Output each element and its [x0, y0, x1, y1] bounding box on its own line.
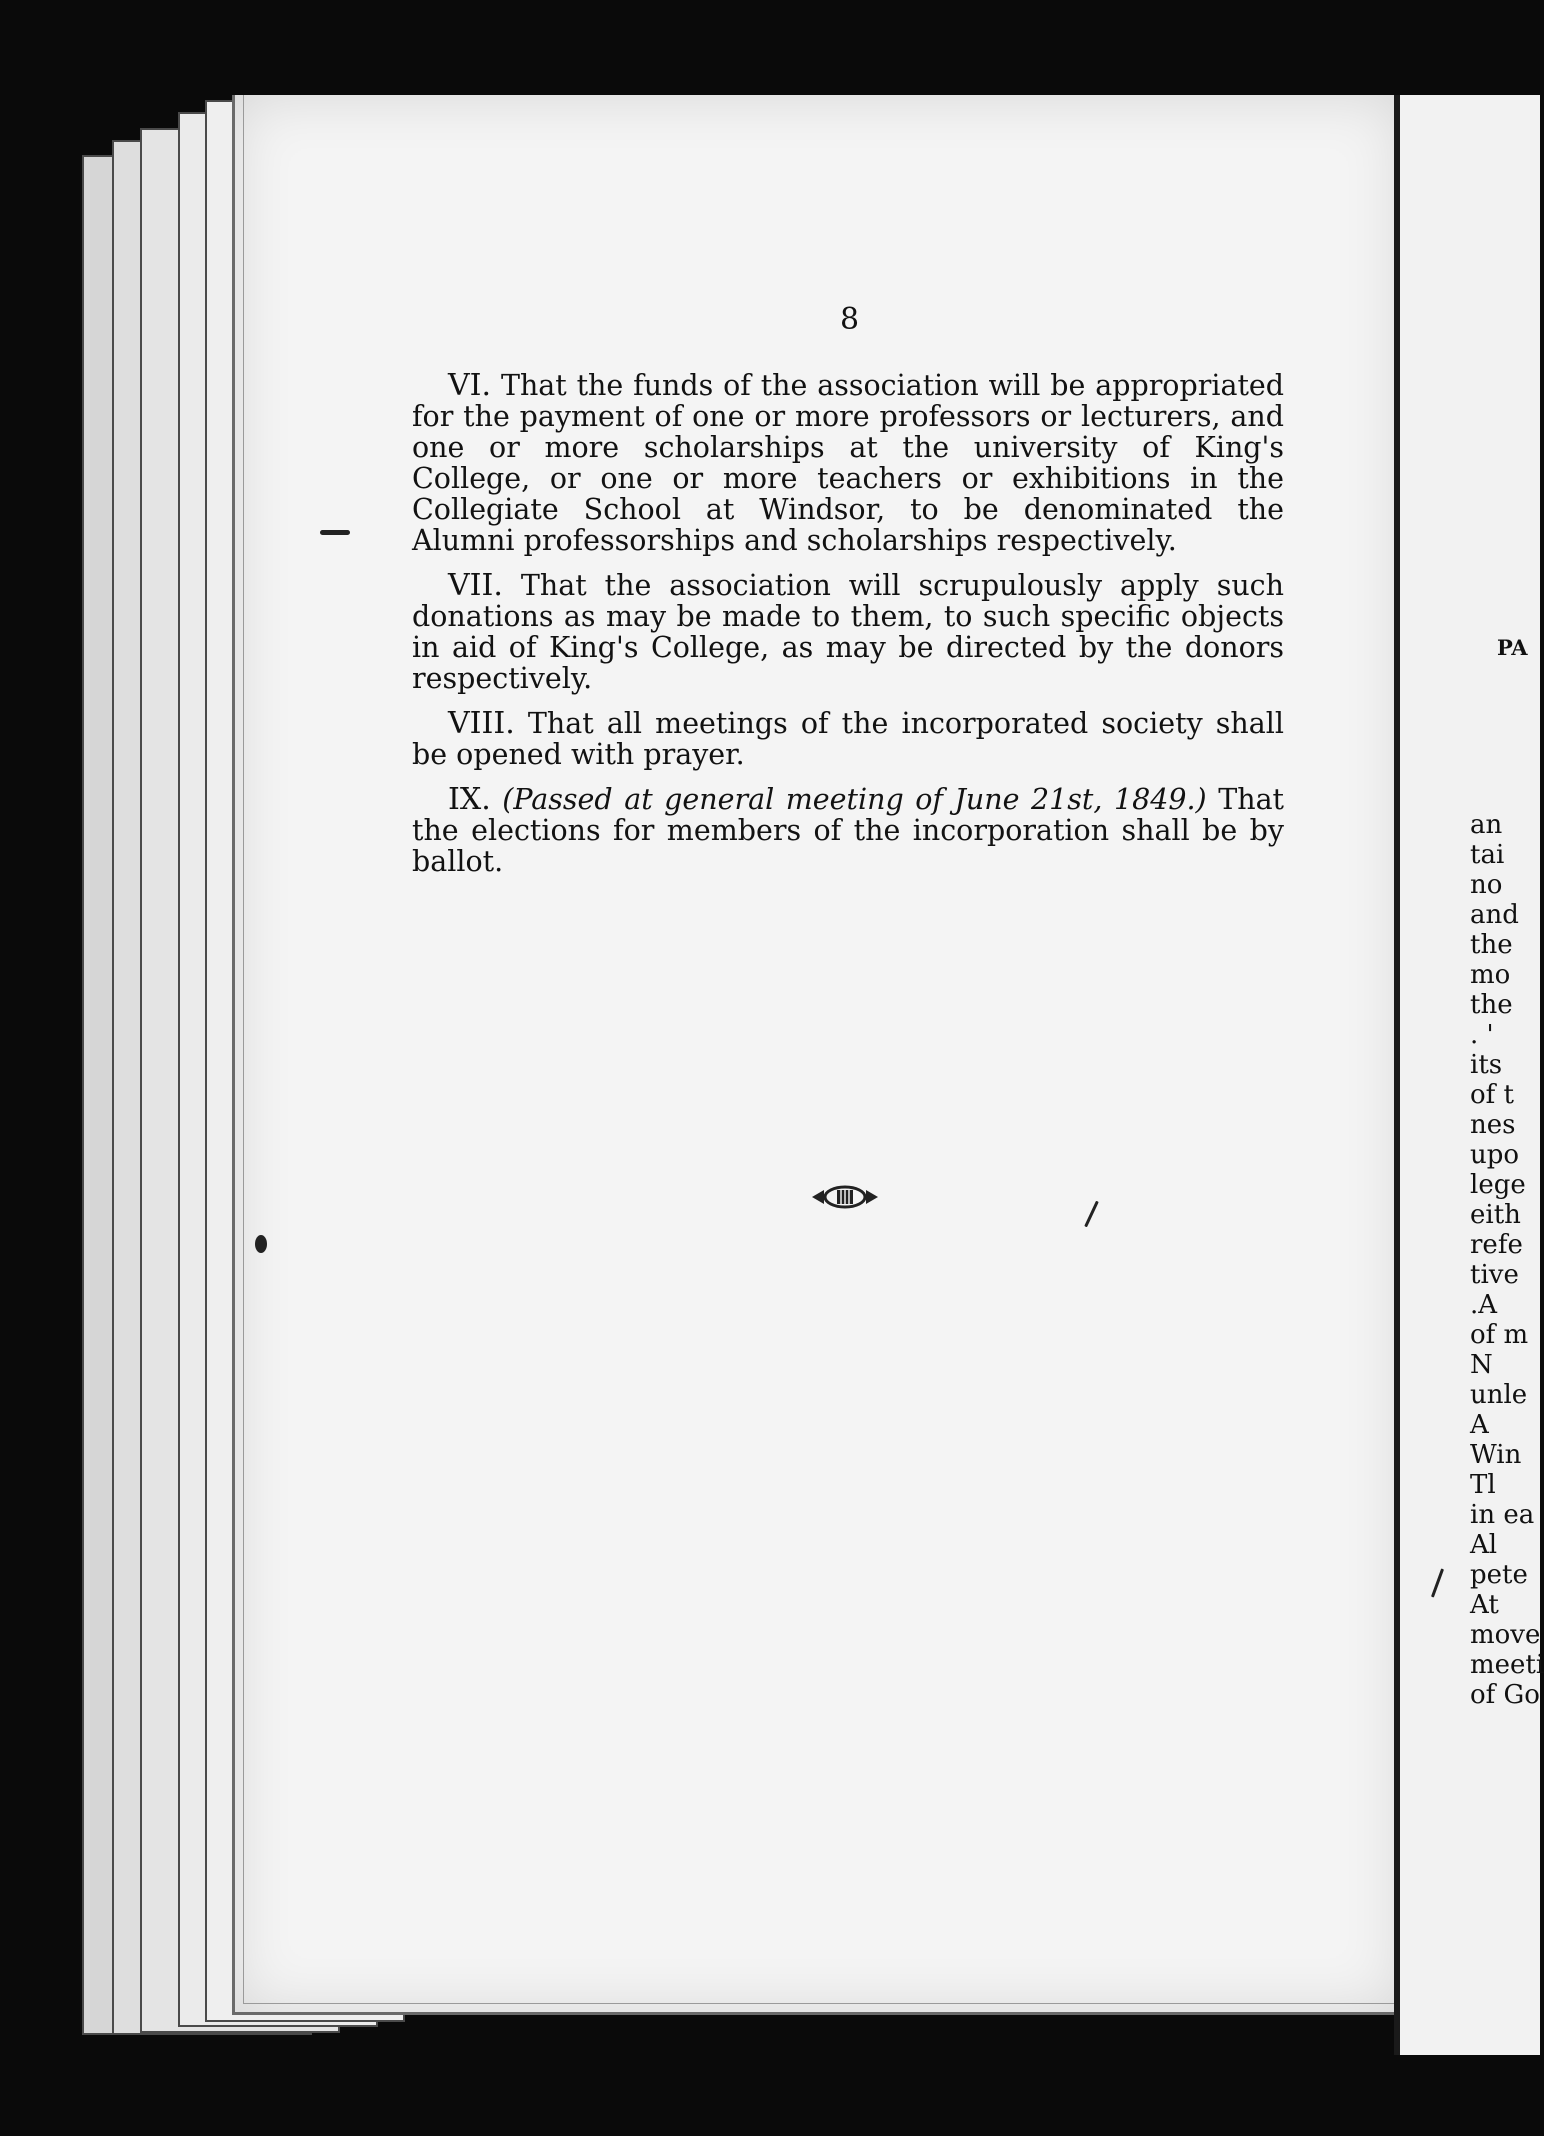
- article-text: That the funds of the association will be appropriated for the payment of one or more professors or lecturers, and one or more scholarships at the university of King's College, or one or more teachers or exhibitions in the Collegiate School at Windsor, to be denominated the Alumni professorships and scholarships respectively.: [412, 369, 1285, 557]
- article-note: (Passed at general meeting of June 21st, 1849.): [502, 783, 1207, 816]
- right-page-line: Tl: [1470, 1470, 1496, 1500]
- right-page-line: tive: [1470, 1260, 1519, 1290]
- article-numeral: VI.: [448, 368, 492, 403]
- article-numeral: IX.: [448, 782, 491, 817]
- right-page-line: of m: [1470, 1320, 1529, 1350]
- article-ix: [412, 784, 1284, 877]
- right-page-line: meeti: [1470, 1650, 1544, 1680]
- right-page-line: the: [1470, 930, 1513, 960]
- right-page-lines: [1470, 810, 1544, 1710]
- right-page-line: N: [1470, 1350, 1493, 1380]
- article-text: That all meetings of the incorporated society shall be opened with prayer.: [412, 707, 1284, 771]
- right-page-line: eith: [1470, 1200, 1521, 1230]
- right-page-line: upo: [1470, 1140, 1520, 1170]
- article-text: [412, 370, 1284, 891]
- page-number: 8: [840, 302, 860, 337]
- right-page-line: mo: [1470, 960, 1511, 990]
- right-page-line: .A: [1470, 1290, 1498, 1320]
- right-page-line: Al: [1470, 1530, 1498, 1560]
- right-page-line: no: [1470, 870, 1503, 900]
- right-page-line: of Go: [1470, 1680, 1540, 1710]
- right-page-line: nes: [1470, 1110, 1516, 1140]
- right-page-line: unle: [1470, 1380, 1528, 1410]
- right-page-line: tai: [1470, 840, 1505, 870]
- right-page-line: in ea: [1470, 1500, 1535, 1530]
- article-numeral: VIII.: [448, 706, 515, 741]
- right-page-fragment: [1400, 95, 1544, 2055]
- right-page-line: move: [1470, 1620, 1541, 1650]
- article-text: That the association will scrupulously apply such donations as may be made to them, to such specific objects in aid of King's College, as may be directed by the donors respectively.: [412, 569, 1285, 695]
- right-page-line: pete: [1470, 1560, 1528, 1590]
- running-head-fragment: PA: [1497, 635, 1528, 660]
- right-page-line: A: [1470, 1410, 1489, 1440]
- article-viii: [412, 708, 1284, 770]
- right-page-line: its: [1470, 1050, 1503, 1080]
- article-vi: [412, 370, 1284, 556]
- scan-speck: [255, 1235, 267, 1253]
- right-page-line: refe: [1470, 1230, 1523, 1260]
- article-numeral: VII.: [448, 568, 503, 603]
- scan-speck: [320, 530, 350, 535]
- right-page-line: of t: [1470, 1080, 1514, 1110]
- right-page-line: and: [1470, 900, 1519, 930]
- right-page-line: At: [1470, 1590, 1499, 1620]
- article-text: That the elections for members of the incorporation shall be by ballot.: [412, 783, 1285, 878]
- right-page-line: . ': [1470, 1020, 1494, 1050]
- right-page-line: the: [1470, 990, 1513, 1020]
- article-vii: [412, 570, 1284, 694]
- printer-ornament-icon: [810, 1182, 880, 1212]
- right-page-line: lege: [1470, 1170, 1526, 1200]
- right-page-line: Win: [1470, 1440, 1522, 1470]
- right-page-line: an: [1470, 810, 1503, 840]
